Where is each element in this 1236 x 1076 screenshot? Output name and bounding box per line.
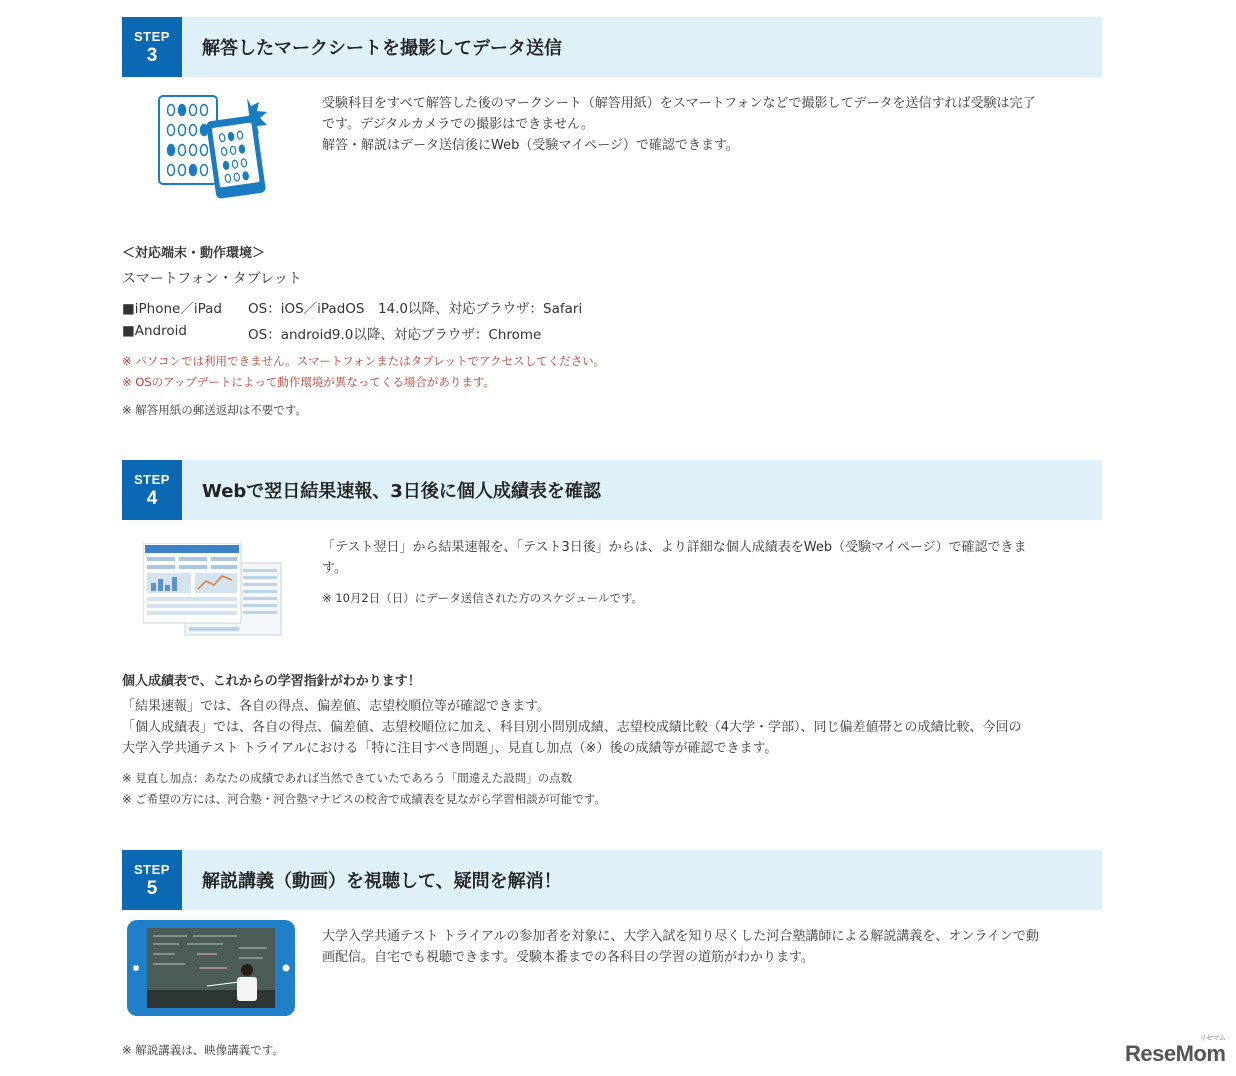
score-report-thumbnail xyxy=(143,543,283,642)
step5-title: 解説講義（動画）を視聴して、疑問を解消！ xyxy=(202,871,562,892)
device-row xyxy=(122,297,583,317)
step4-schedule-note: ※ 10月2日（日）にデータ送信された方のスケジュールです。 xyxy=(322,591,644,605)
step5-badge-number: 5 xyxy=(146,877,158,899)
report-body-line: 「結果速報」では、各自の得点、偏差値、志望校順位等が確認できます。 xyxy=(122,699,550,714)
note-video-lecture: ※ 解説講義は、映像講義です。 xyxy=(122,1043,284,1057)
note-pc-unsupported: ※ パソコンでは利用できません。スマートフォンまたはタブレットでアクセスしてください。 xyxy=(122,354,606,368)
env-heading: ＜対応端末・動作環境＞ xyxy=(122,246,266,261)
step4-header xyxy=(122,460,1102,520)
step3-badge xyxy=(122,17,182,77)
note-os-update: ※ OSのアップデートによって動作環境が異なってくる場合があります。 xyxy=(122,375,495,389)
step4-desc-line: す。 xyxy=(322,561,347,576)
resemom-watermark-logo xyxy=(1125,1035,1226,1067)
watermark-text: ReseMom xyxy=(1125,1041,1226,1066)
report-body-line: 「個人成績表」では、各自の得点、偏差値、志望校順位に加え、科目別小問別成績、志望校成績比較（4大学・学部）、同じ偏差値帯との成績比較、今回の xyxy=(122,720,1022,735)
step5-badge-label: STEP xyxy=(134,861,170,877)
device-name: ■Android xyxy=(122,323,187,339)
note-no-return: ※ 解答用紙の郵送返却は不要です。 xyxy=(122,403,307,417)
step3-badge-label: STEP xyxy=(134,28,170,44)
step3-desc-line: 解答・解説はデータ送信後にWeb（受験マイページ）で確認できます。 xyxy=(322,138,739,153)
step4-badge xyxy=(122,460,182,520)
step3-title: 解答したマークシートを撮影してデータ送信 xyxy=(202,38,562,59)
note-consultation: ※ ご希望の方には、河合塾・河合塾マナビスの校舎で成績表を見ながら学習相談が可能です。 xyxy=(122,792,606,806)
step4-badge-number: 4 xyxy=(146,487,158,509)
step3-header xyxy=(122,17,1102,77)
note-review-points: ※ 見直し加点：あなたの成績であれば当然できていたであろう「間違えた設問」の点数 xyxy=(122,771,573,785)
device-row xyxy=(122,323,542,343)
report-body xyxy=(122,696,1022,759)
step5-header xyxy=(122,850,1102,910)
device-spec: OS：iOS／iPadOS 14.0以降、対応ブラウザ：Safari xyxy=(248,301,583,317)
step3-description xyxy=(322,93,1035,156)
step3-desc-line: です。デジタルカメラでの撮影はできません。 xyxy=(322,117,594,132)
step4-desc-line: 「テスト翌日」から結果速報を、「テスト3日後」からは、より詳細な個人成績表をWeb（受験マイページ）で確認できま xyxy=(322,540,1027,555)
watermark-kana: リセマム xyxy=(1199,1035,1226,1042)
report-subheading: 個人成績表で、これからの学習指針がわかります！ xyxy=(122,674,421,689)
video-lecture-tablet-image xyxy=(127,920,297,1020)
device-name: ■iPhone／iPad xyxy=(122,301,222,317)
step5-description xyxy=(322,926,1039,968)
mark-sheet-phone-icon xyxy=(155,92,275,206)
step5-desc-line: 大学入学共通テスト トライアルの参加者を対象に、大学入試を知り尽くした河合塾講師による解説講義を、オンラインで動 xyxy=(322,929,1039,944)
env-subheading: スマートフォン・タブレット xyxy=(122,271,302,287)
step4-title: Webで翌日結果速報、3日後に個人成績表を確認 xyxy=(202,481,601,502)
step4-description xyxy=(322,537,1027,579)
step5-desc-line: 画配信。自宅でも視聴できます。受験本番までの各科目の学習の道筋がわかります。 xyxy=(322,950,814,965)
step5-badge xyxy=(122,850,182,910)
step3-desc-line: 受験科目をすべて解答した後のマークシート（解答用紙）をスマートフォンなどで撮影してデータを送信すれば受験は完了 xyxy=(322,96,1036,111)
report-body-line: 大学入学共通テスト トライアルにおける「特に注目すべき問題」、見直し加点（※）後の成績等が確認できます。 xyxy=(122,741,778,756)
device-spec: OS：android9.0以降、対応ブラウザ：Chrome xyxy=(248,327,542,343)
step3-badge-number: 3 xyxy=(146,44,158,66)
step4-badge-label: STEP xyxy=(134,471,170,487)
